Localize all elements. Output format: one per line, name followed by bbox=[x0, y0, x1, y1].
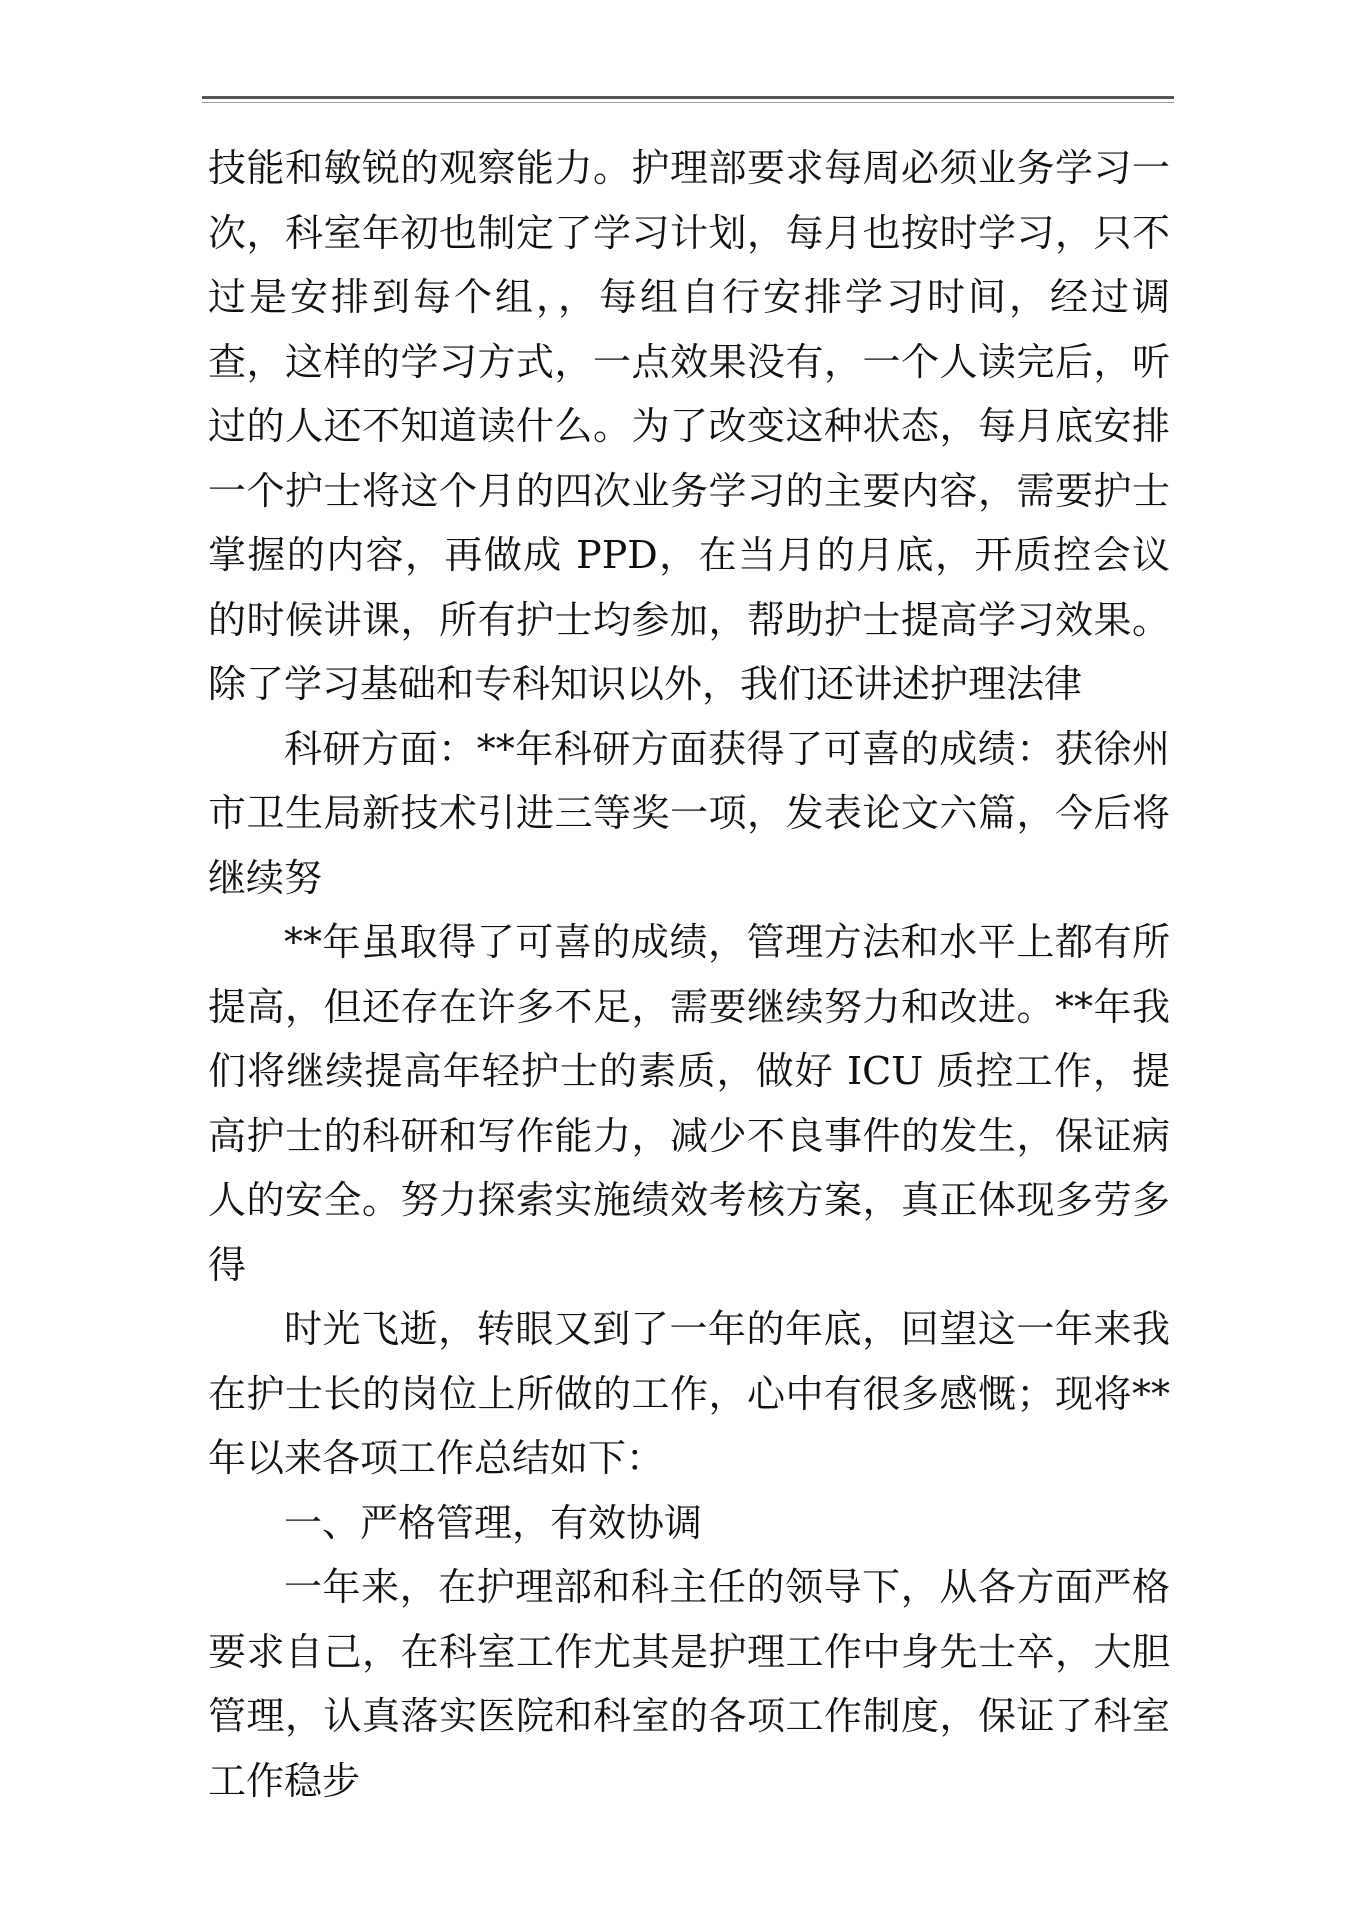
paragraph-achievements: **年虽取得了可喜的成绩，管理方法和水平上都有所提高，但还存在许多不足，需要继续努力和改进。**年我们将继续提高年轻护士的素质，做好 ICU 质控工作，提高护士的科研和写作能力，减少不良事件的发生，保证病人的安全。努力探索实施绩效考核方案，真正体现多劳多得 bbox=[208, 920, 1170, 1287]
paragraph-management: 一年来，在护理部和科主任的领导下，从各方面严格要求自己，在科室工作尤其是护理工作中身先士卒，大胆管理，认真落实医院和科室的各项工作制度，保证了科室工作稳步 bbox=[208, 1565, 1170, 1803]
paragraph-study-plan: 技能和敏锐的观察能力。护理部要求每周必须业务学习一次，科室年初也制定了学习计划，每月也按时学习，只不过是安排到每个组，，每组自行安排学习时间，经过调查，这样的学习方式，一点效果没有，一个人读完后，听过的人还不知道读什么。为了改变这种状态，每月底安排一个护士将这个月的四次业务学习的主要内容，需要护士掌握的内容，再做成 PPD，在当月的月底，开质控会议的时候讲课，所有护士均参加，帮助护士提高学习效果。除了学习基础和专科知识以外，我们还讲述护理法律 bbox=[208, 146, 1170, 706]
paragraph-research: 科研方面：**年科研方面获得了可喜的成绩：获徐州市卫生局新技术引进三等奖一项，发表论文六篇，今后将继续努 bbox=[208, 726, 1170, 900]
document-body bbox=[208, 136, 1170, 1813]
header-rule bbox=[202, 96, 1174, 103]
paragraph-year-review: 时光飞逝，转眼又到了一年的年底，回望这一年来我在护士长的岗位上所做的工作，心中有很多感慨；现将**年以来各项工作总结如下： bbox=[208, 1307, 1170, 1480]
section-heading-management: 一、严格管理，有效协调 bbox=[284, 1500, 703, 1545]
